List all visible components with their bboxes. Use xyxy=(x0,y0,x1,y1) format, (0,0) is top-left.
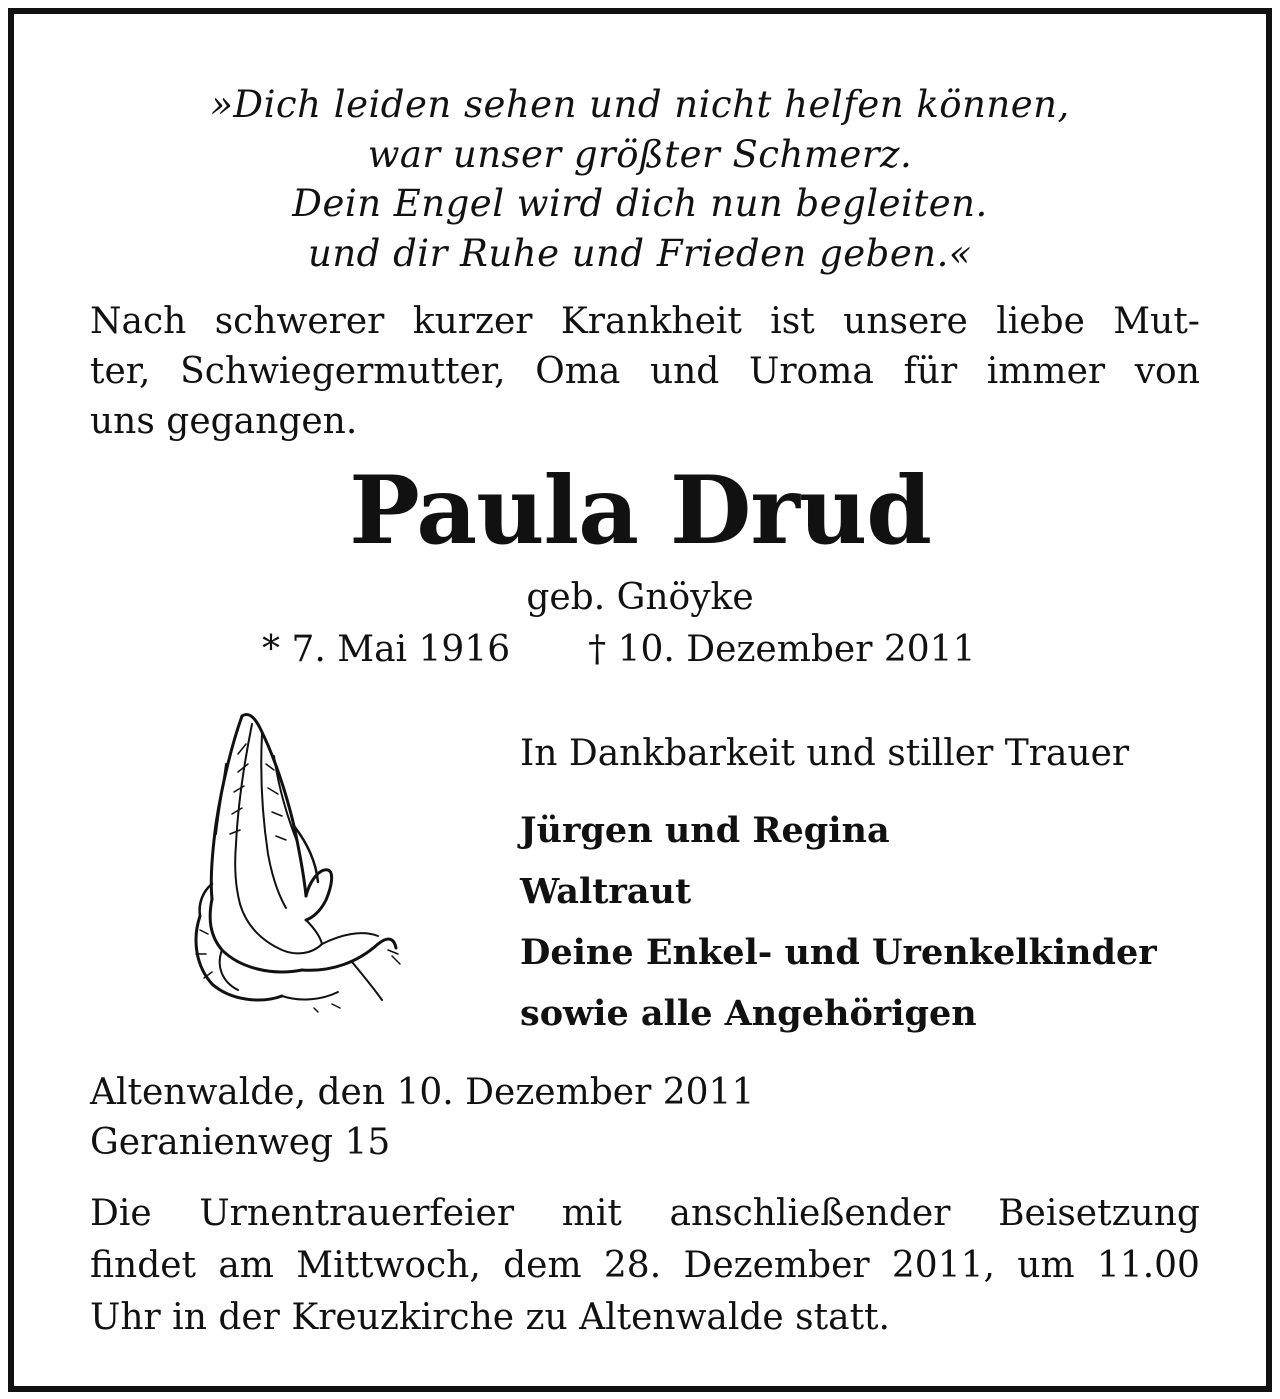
word: am xyxy=(218,1245,274,1286)
word: Nach xyxy=(90,301,187,342)
mourners-list xyxy=(520,800,1157,1044)
address: Geranienweg 15 xyxy=(90,1122,391,1163)
quote-line: »Dich leiden sehen und nicht helfen können, xyxy=(210,83,1070,126)
word: Oma xyxy=(535,351,621,392)
birth-date: * 7. Mai 1916 xyxy=(262,629,511,670)
word: um xyxy=(1017,1245,1075,1286)
word: Mittwoch, xyxy=(296,1245,481,1286)
word: ist xyxy=(770,301,815,342)
word: dem xyxy=(503,1245,582,1286)
word: Uroma xyxy=(748,351,874,392)
word: Urnentrauerfeier xyxy=(199,1193,515,1234)
ceremony-line: Uhr in der Kreuzkirche zu Altenwalde statt. xyxy=(90,1297,890,1338)
obituary-frame xyxy=(8,8,1272,1392)
word: 28. xyxy=(603,1245,662,1286)
life-dates xyxy=(262,626,975,674)
word: Beisetzung xyxy=(998,1193,1200,1234)
ceremony-line xyxy=(90,1240,1200,1292)
word: ter, xyxy=(90,351,151,392)
mourner-name: sowie alle Angehörigen xyxy=(520,993,977,1034)
word: Schwiegermutter, xyxy=(180,351,506,392)
praying-hands-icon xyxy=(182,704,406,1014)
mourning-intro: In Dankbarkeit und stiller Trauer xyxy=(520,733,1130,774)
word: und xyxy=(649,351,720,392)
word: anschließender xyxy=(669,1193,951,1234)
word: liebe xyxy=(996,301,1085,342)
word: findet xyxy=(90,1245,197,1286)
announcement-line: uns gegangen. xyxy=(90,401,358,442)
word: Mut- xyxy=(1113,301,1200,342)
word: 11.00 xyxy=(1096,1245,1200,1286)
word: Krankheit xyxy=(560,301,742,342)
quote-block xyxy=(14,80,1266,278)
quote-line: war unser größter Schmerz. xyxy=(367,132,913,176)
announcement-text xyxy=(90,297,1200,447)
birth-name: geb. Gnöyke xyxy=(526,577,754,618)
word: Die xyxy=(90,1193,152,1234)
word: schwerer xyxy=(214,301,385,342)
word: unsere xyxy=(843,301,968,342)
ceremony-line xyxy=(90,1188,1200,1240)
word: von xyxy=(1134,351,1200,392)
announcement-line xyxy=(90,347,1200,397)
word: kurzer xyxy=(412,301,533,342)
ceremony-text xyxy=(90,1188,1200,1344)
location-date: Altenwalde, den 10. Dezember 2011 xyxy=(90,1072,755,1113)
word: mit xyxy=(561,1193,622,1234)
word: 2011, xyxy=(891,1245,995,1286)
mourner-name: Waltraut xyxy=(520,871,692,912)
announcement-line xyxy=(90,297,1200,347)
death-date: † 10. Dezember 2011 xyxy=(588,629,976,670)
quote-line: und dir Ruhe und Frieden geben.« xyxy=(307,231,972,275)
word: immer xyxy=(986,351,1106,392)
word: für xyxy=(903,351,958,392)
mourner-name: Deine Enkel- und Urenkelkinder xyxy=(520,932,1157,973)
mourner-name: Jürgen und Regina xyxy=(520,810,890,851)
place-and-address xyxy=(90,1068,754,1168)
word: Dezember xyxy=(683,1245,870,1286)
quote-line: Dein Engel wird dich nun begleiten. xyxy=(292,182,988,225)
deceased-name: Paula Drud xyxy=(349,456,931,566)
